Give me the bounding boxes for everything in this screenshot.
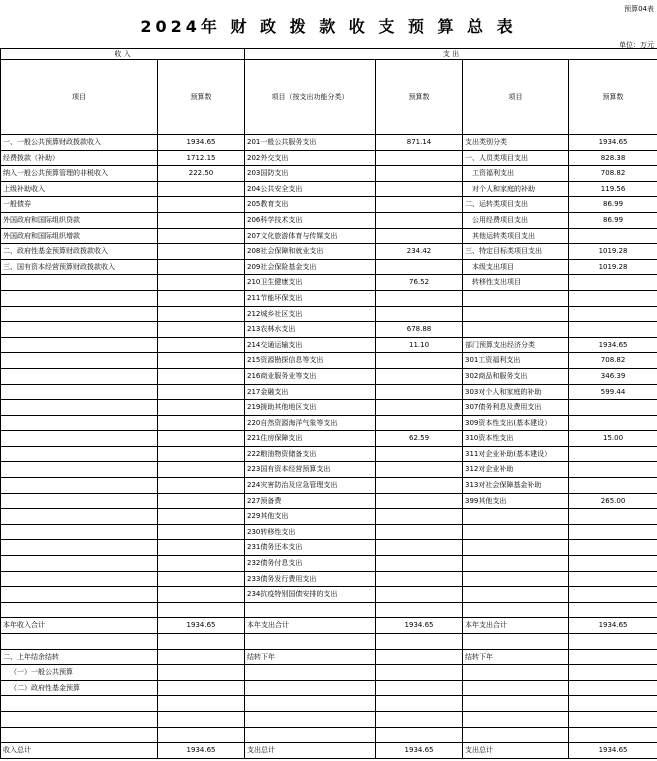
table-row [1,446,657,462]
income-budget-cell [158,306,245,322]
function-budget-cell [376,446,463,462]
category-budget-cell: 1934.65 [569,743,657,759]
category-budget-cell [569,509,657,525]
income-item-cell: （一）一般公共预算 [1,665,158,681]
function-budget-cell [376,290,463,306]
income-budget-cell [158,696,245,712]
function-item-cell: 232债务付息支出 [245,556,376,572]
income-budget-cell [158,571,245,587]
income-budget-cell [158,431,245,447]
table-row [1,275,657,291]
function-item-cell [245,602,376,618]
function-item-cell: 229其他支出 [245,509,376,525]
category-budget-cell [569,665,657,681]
category-item-cell: 310资本性支出 [463,431,569,447]
function-budget-cell [376,259,463,275]
category-budget-cell [569,649,657,665]
function-item-cell [245,696,376,712]
function-item-cell: 206科学技术支出 [245,212,376,228]
category-item-cell [463,602,569,618]
income-budget-cell [158,602,245,618]
function-item-cell: 203国防支出 [245,166,376,182]
category-item-cell: 其他运转类项目支出 [463,228,569,244]
income-budget-cell [158,181,245,197]
category-item-cell: 支出类别分类 [463,135,569,151]
category-item-cell: 三、特定目标类项目支出 [463,244,569,260]
function-item-cell: 209社会保险基金支出 [245,259,376,275]
income-item-cell [1,540,158,556]
category-budget-cell [569,696,657,712]
income-budget-cell: 1934.65 [158,618,245,634]
function-item-cell: 216商业服务业等支出 [245,368,376,384]
expense-group-header: 支 出 [245,49,657,60]
table-row [1,228,657,244]
income-item-cell: 二、政府性基金预算财政拨款收入 [1,244,158,260]
function-item-cell: 211节能环保支出 [245,290,376,306]
income-item-cell: 上级补助收入 [1,181,158,197]
income-budget-cell [158,680,245,696]
income-budget-cell [158,727,245,743]
function-item-cell: 204公共安全支出 [245,181,376,197]
function-budget-cell: 234.42 [376,244,463,260]
category-budget-cell: 1019.28 [569,244,657,260]
income-budget-cell [158,446,245,462]
income-budget-cell: 222.50 [158,166,245,182]
category-budget-cell [569,462,657,478]
income-item-cell [1,415,158,431]
table-row [1,244,657,260]
function-item-cell: 222粮油物资储备支出 [245,446,376,462]
function-budget-cell [376,415,463,431]
col-header-category-budget: 预算数 [569,60,657,135]
function-item-cell [245,727,376,743]
unit-label: 单位：万元 [619,41,654,49]
function-item-cell: 219援助其他地区支出 [245,400,376,416]
income-item-cell: 纳入一般公共预算管理的非税收入 [1,166,158,182]
category-item-cell [463,587,569,603]
income-item-cell: 经费拨款（补助） [1,150,158,166]
table-row [1,181,657,197]
table-row [1,135,657,151]
income-item-cell [1,509,158,525]
income-item-cell [1,493,158,509]
category-budget-cell [569,400,657,416]
function-item-cell: 230转移性支出 [245,524,376,540]
category-item-cell: 对个人和家庭的补助 [463,181,569,197]
category-item-cell: 313对社会保障基金补助 [463,478,569,494]
category-item-cell [463,540,569,556]
function-item-cell [245,665,376,681]
function-budget-cell [376,212,463,228]
category-item-cell: 部门预算支出经济分类 [463,337,569,353]
function-item-cell: 208社会保障和就业支出 [245,244,376,260]
function-item-cell: 223国有资本经营预算支出 [245,462,376,478]
function-budget-cell [376,384,463,400]
category-item-cell [463,524,569,540]
table-row [1,571,657,587]
function-budget-cell: 76.52 [376,275,463,291]
function-item-cell: 结转下年 [245,649,376,665]
income-item-cell [1,353,158,369]
income-item-cell [1,290,158,306]
category-item-cell: 303对个人和家庭的补助 [463,384,569,400]
function-item-cell: 支出总计 [245,743,376,759]
function-budget-cell [376,556,463,572]
function-budget-cell [376,665,463,681]
function-item-cell: 212城乡社区支出 [245,306,376,322]
income-budget-cell [158,275,245,291]
category-item-cell: 二、运转类项目支出 [463,197,569,213]
function-budget-cell: 1934.65 [376,618,463,634]
table-row [1,337,657,353]
category-item-cell: 311对企业补助(基本建设） [463,446,569,462]
function-item-cell [245,680,376,696]
income-budget-cell [158,244,245,260]
income-item-cell: 本年收入合计 [1,618,158,634]
function-budget-cell [376,587,463,603]
income-item-cell [1,384,158,400]
function-item-cell: 221住房保障支出 [245,431,376,447]
category-item-cell [463,711,569,727]
category-budget-cell: 265.00 [569,493,657,509]
income-budget-cell [158,197,245,213]
income-budget-cell [158,353,245,369]
table-row [1,556,657,572]
category-item-cell [463,571,569,587]
income-item-cell [1,696,158,712]
function-budget-cell [376,150,463,166]
table-row [1,602,657,618]
income-item-cell [1,587,158,603]
table-row [1,587,657,603]
function-budget-cell: 1934.65 [376,743,463,759]
function-budget-cell: 11.10 [376,337,463,353]
category-budget-cell [569,571,657,587]
category-budget-cell [569,540,657,556]
category-budget-cell: 599.44 [569,384,657,400]
function-item-cell: 215资源勘探信息等支出 [245,353,376,369]
income-budget-cell [158,384,245,400]
income-budget-cell: 1934.65 [158,743,245,759]
table-row [1,696,657,712]
income-item-cell [1,634,158,650]
function-budget-cell [376,711,463,727]
table-row [1,727,657,743]
category-budget-cell [569,727,657,743]
income-budget-cell [158,711,245,727]
function-item-cell: 234抗疫特别国债安排的支出 [245,587,376,603]
group-header-row [1,49,657,60]
income-item-cell [1,571,158,587]
function-budget-cell [376,197,463,213]
function-item-cell [245,634,376,650]
income-budget-cell: 1712.15 [158,150,245,166]
category-item-cell: 399其他支出 [463,493,569,509]
col-header-income-budget: 预算数 [158,60,245,135]
category-budget-cell [569,587,657,603]
col-header-function-item: 项目（按支出功能分类） [245,60,376,135]
income-budget-cell [158,228,245,244]
budget-table [0,48,657,759]
income-item-cell: 三、国有资本经营预算财政拨款收入 [1,259,158,275]
income-budget-cell [158,665,245,681]
category-budget-cell: 86.99 [569,212,657,228]
category-item-cell [463,509,569,525]
income-budget-cell [158,478,245,494]
income-budget-cell [158,337,245,353]
category-item-cell: 312对企业补助 [463,462,569,478]
income-budget-cell [158,259,245,275]
category-budget-cell [569,556,657,572]
table-number-label: 预算04表 [624,5,654,13]
table-row [1,197,657,213]
category-budget-cell [569,306,657,322]
category-budget-cell [569,634,657,650]
income-item-cell: 外国政府和国际组织增款 [1,228,158,244]
function-budget-cell [376,571,463,587]
category-item-cell [463,290,569,306]
income-item-cell [1,431,158,447]
function-budget-cell [376,478,463,494]
income-item-cell [1,462,158,478]
function-item-cell: 205教育支出 [245,197,376,213]
function-item-cell: 210卫生健康支出 [245,275,376,291]
col-header-income-item: 项目 [1,60,158,135]
function-budget-cell [376,540,463,556]
income-budget-cell [158,400,245,416]
function-item-cell: 本年支出合计 [245,618,376,634]
category-budget-cell: 86.99 [569,197,657,213]
income-budget-cell [158,493,245,509]
category-budget-cell [569,228,657,244]
income-item-cell [1,524,158,540]
category-item-cell: 本年支出合计 [463,618,569,634]
table-row [1,150,657,166]
category-item-cell [463,556,569,572]
income-budget-cell: 1934.65 [158,135,245,151]
function-budget-cell [376,680,463,696]
function-item-cell [245,711,376,727]
table-row [1,368,657,384]
income-item-cell: 一、一般公共预算财政拨款收入 [1,135,158,151]
table-row [1,540,657,556]
table-row [1,478,657,494]
function-budget-cell [376,509,463,525]
income-budget-cell [158,649,245,665]
category-item-cell: 工资福利支出 [463,166,569,182]
table-row [1,509,657,525]
table-row [1,665,657,681]
category-budget-cell: 708.82 [569,166,657,182]
column-header-row [1,60,657,135]
income-item-cell [1,602,158,618]
function-item-cell: 224灾害防治及应急管理支出 [245,478,376,494]
income-item-cell [1,368,158,384]
income-item-cell: 一般债券 [1,197,158,213]
category-item-cell: 307债务利息及费用支出 [463,400,569,416]
income-budget-cell [158,415,245,431]
category-item-cell: 本级支出项目 [463,259,569,275]
function-budget-cell [376,166,463,182]
function-item-cell: 231债务还本支出 [245,540,376,556]
category-budget-cell [569,290,657,306]
category-item-cell: 一、人员类项目支出 [463,150,569,166]
income-budget-cell [158,634,245,650]
function-budget-cell [376,306,463,322]
table-row [1,166,657,182]
category-budget-cell: 1019.28 [569,259,657,275]
table-row [1,322,657,338]
col-header-function-budget: 预算数 [376,60,463,135]
income-budget-cell [158,322,245,338]
function-budget-cell [376,228,463,244]
function-budget-cell: 62.59 [376,431,463,447]
category-budget-cell [569,275,657,291]
table-row [1,493,657,509]
income-item-cell [1,337,158,353]
category-item-cell [463,727,569,743]
function-budget-cell [376,649,463,665]
category-item-cell [463,696,569,712]
table-row [1,415,657,431]
income-item-cell [1,446,158,462]
function-budget-cell [376,696,463,712]
function-budget-cell [376,602,463,618]
function-budget-cell [376,634,463,650]
category-budget-cell [569,711,657,727]
table-row [1,384,657,400]
function-item-cell: 207文化旅游体育与传媒支出 [245,228,376,244]
function-budget-cell [376,524,463,540]
category-budget-cell: 1934.65 [569,135,657,151]
income-item-cell [1,306,158,322]
income-group-header: 收 入 [1,49,245,60]
category-item-cell: 301工资福利支出 [463,353,569,369]
income-budget-cell [158,368,245,384]
category-budget-cell [569,446,657,462]
function-budget-cell [376,181,463,197]
category-item-cell: 转移性支出项目 [463,275,569,291]
function-budget-cell: 678.88 [376,322,463,338]
function-budget-cell [376,462,463,478]
table-row [1,462,657,478]
category-item-cell [463,322,569,338]
table-row [1,353,657,369]
category-budget-cell [569,602,657,618]
function-budget-cell [376,368,463,384]
category-budget-cell [569,478,657,494]
category-item-cell [463,634,569,650]
category-budget-cell [569,415,657,431]
page-title: 2024年 财 政 拨 款 收 支 预 算 总 表 [140,17,517,36]
income-item-cell: 外国政府和国际组织贷款 [1,212,158,228]
category-budget-cell: 1934.65 [569,618,657,634]
income-item-cell: 收入总计 [1,743,158,759]
function-item-cell: 213农林水支出 [245,322,376,338]
table-row [1,524,657,540]
function-budget-cell [376,727,463,743]
category-budget-cell [569,322,657,338]
category-budget-cell: 346.39 [569,368,657,384]
category-budget-cell [569,524,657,540]
table-row [1,634,657,650]
income-budget-cell [158,509,245,525]
function-item-cell: 233债务发行费用支出 [245,571,376,587]
income-budget-cell [158,556,245,572]
category-budget-cell: 708.82 [569,353,657,369]
income-budget-cell [158,587,245,603]
table-row [1,400,657,416]
income-item-cell [1,400,158,416]
function-budget-cell: 871.14 [376,135,463,151]
function-budget-cell [376,400,463,416]
income-item-cell [1,711,158,727]
income-budget-cell [158,524,245,540]
category-item-cell: 结转下年 [463,649,569,665]
income-item-cell [1,478,158,494]
table-row [1,711,657,727]
category-item-cell [463,665,569,681]
category-item-cell [463,306,569,322]
income-budget-cell [158,212,245,228]
category-item-cell: 公用经费项目支出 [463,212,569,228]
function-item-cell: 220自然资源海洋气象等支出 [245,415,376,431]
category-budget-cell [569,680,657,696]
income-budget-cell [158,290,245,306]
table-row [1,259,657,275]
table-row [1,680,657,696]
category-budget-cell: 1934.65 [569,337,657,353]
income-item-cell [1,727,158,743]
category-budget-cell: 15.00 [569,431,657,447]
table-row [1,212,657,228]
category-item-cell: 支出总计 [463,743,569,759]
income-item-cell [1,322,158,338]
income-item-cell: （二）政府性基金预算 [1,680,158,696]
category-budget-cell: 119.56 [569,181,657,197]
table-row [1,618,657,634]
table-row [1,431,657,447]
income-item-cell [1,556,158,572]
function-budget-cell [376,493,463,509]
income-item-cell [1,275,158,291]
income-budget-cell [158,462,245,478]
table-row [1,743,657,759]
function-item-cell: 214交通运输支出 [245,337,376,353]
category-item-cell: 302商品和服务支出 [463,368,569,384]
function-item-cell: 217金融支出 [245,384,376,400]
income-item-cell: 二、上年结余结转 [1,649,158,665]
category-item-cell: 309资本性支出(基本建设） [463,415,569,431]
function-item-cell: 201一般公共服务支出 [245,135,376,151]
income-budget-cell [158,540,245,556]
col-header-category-item: 项目 [463,60,569,135]
category-budget-cell: 828.38 [569,150,657,166]
function-item-cell: 227预备费 [245,493,376,509]
table-row [1,649,657,665]
function-item-cell: 202外交支出 [245,150,376,166]
table-row [1,306,657,322]
function-budget-cell [376,353,463,369]
category-item-cell [463,680,569,696]
table-row [1,290,657,306]
